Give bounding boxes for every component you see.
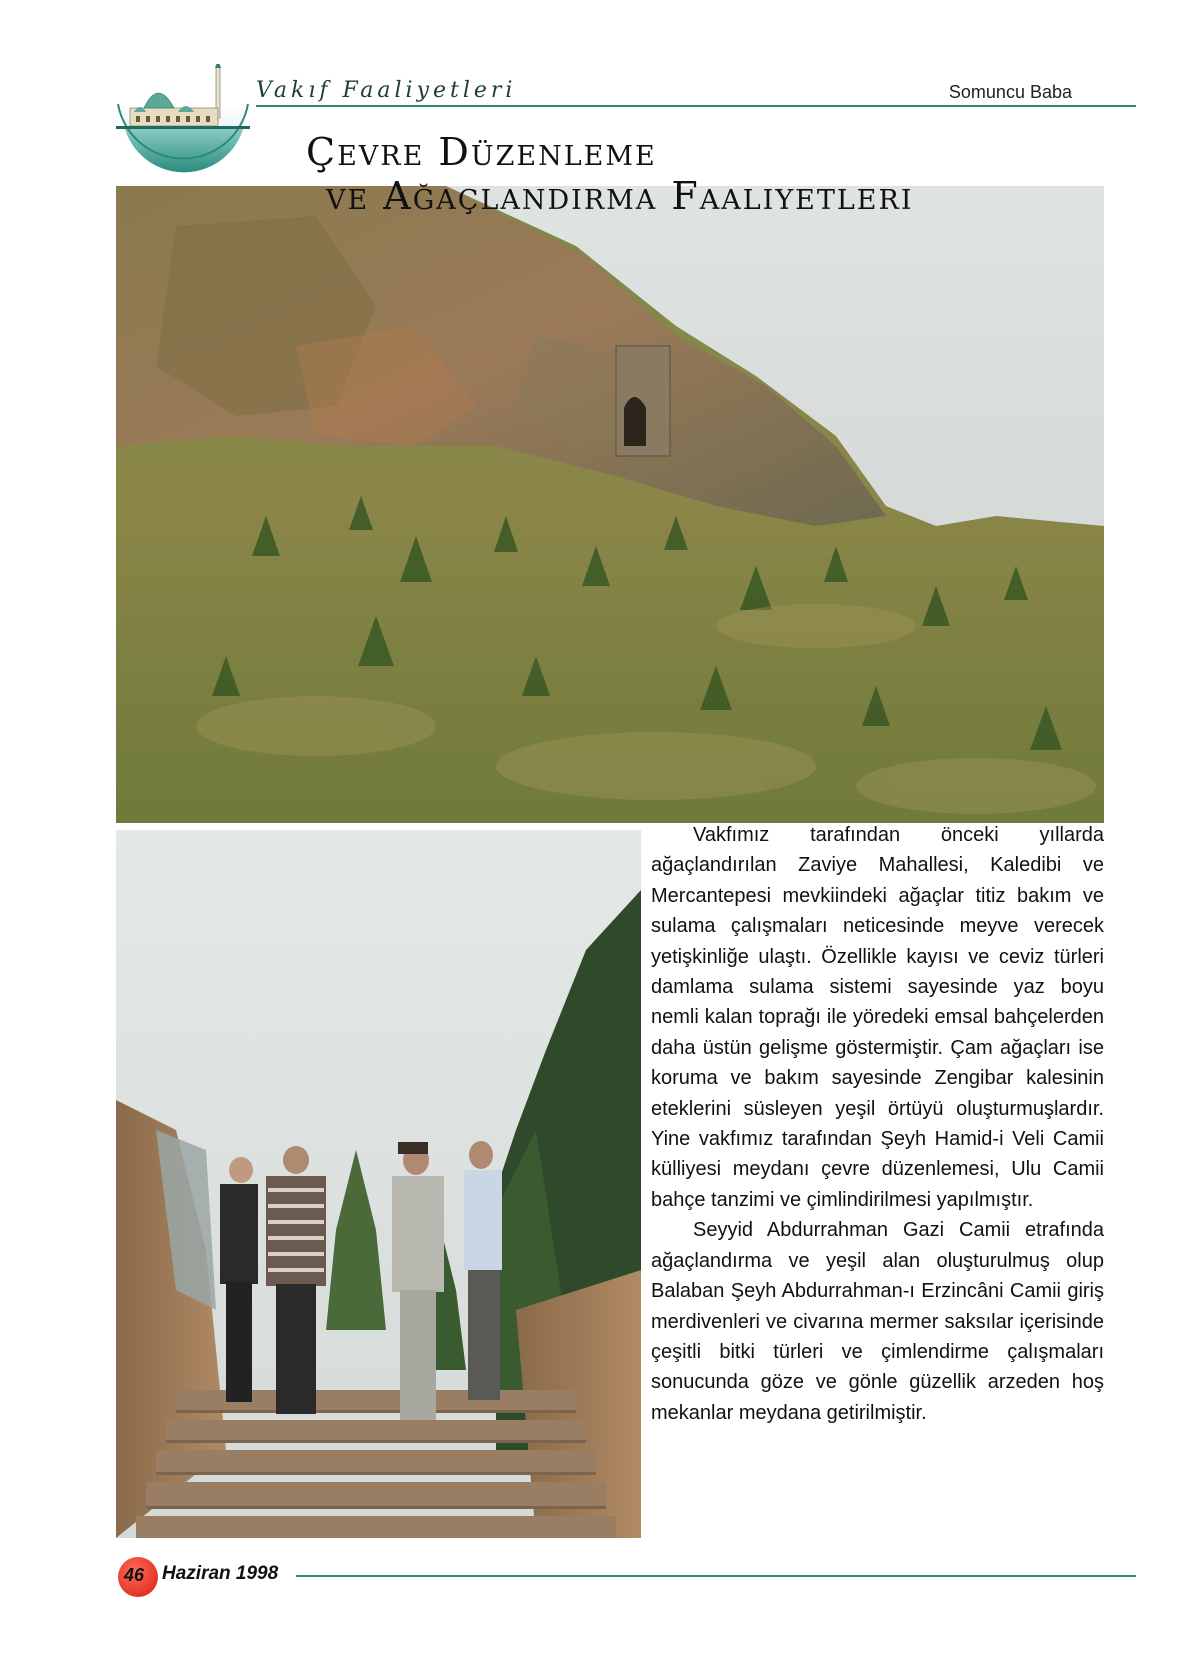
hillside-photo	[116, 186, 1104, 823]
article-title-line-2: ve Ağaçlandırma Faaliyetleri	[326, 174, 914, 218]
page-number-badge	[118, 1557, 158, 1597]
footer-divider	[296, 1575, 1136, 1577]
mosque-logo-icon	[116, 64, 254, 174]
stairs-group-photo	[116, 830, 641, 1538]
article-paragraph: Seyyid Abdurrahman Gazi Camii etrafında ağaçlandırma ve yeşil alan oluşturulmuş olup Balaban Şeyh Abdurrahman-ı Erzincâni Camii giriş merdivenleri ve civarına mermer saksılar içerisinde çeşitli bitki türleri ve çimlendirme çalışmaları sonucunda göze ve gönle güzellik arzeden hoş mekanlar meydana getirilmiştir.	[651, 1219, 1104, 1424]
article-paragraph: Vakfımız tarafından önceki yıllarda ağaçlandırılan Zaviye Mahallesi, Kaledibi ve Mercantepesi mevkiindeki ağaçlar titiz bakım ve sulama çalışmaları neticesinde meyve verecek yetişkinliğe ulaştı. Özellikle kayısı ve ceviz türleri damlama sulama sistemi sayesinde yaz boyu nemli kalan toprağı ile yöredeki emsal bahçelerden daha üstün gelişme göstermiştir. Çam ağaçları ise koruma ve bakım sayesinde Zengibar kalesinin eteklerini süsleyen yeşil örtüyü oluşturmuşlardır. Yine vakfımız tarafından Şeyh Hamid-i Veli Camii külliyesi meydanı çevre düzenlemesi, Ulu Camii bahçe tanzimi ve çimlindirilmesi yapılmıştır.	[651, 824, 1104, 1211]
section-title: Vakıf Faaliyetleri	[256, 78, 517, 103]
article-body	[651, 820, 1104, 1428]
article-title-line-1: Çevre Düzenleme	[306, 130, 657, 174]
page-number: 46	[124, 1565, 145, 1585]
magazine-name: Somuncu Baba	[948, 82, 1072, 102]
header-divider	[256, 105, 1136, 107]
article-title	[306, 130, 914, 218]
issue-date: Haziran 1998	[162, 1563, 279, 1584]
